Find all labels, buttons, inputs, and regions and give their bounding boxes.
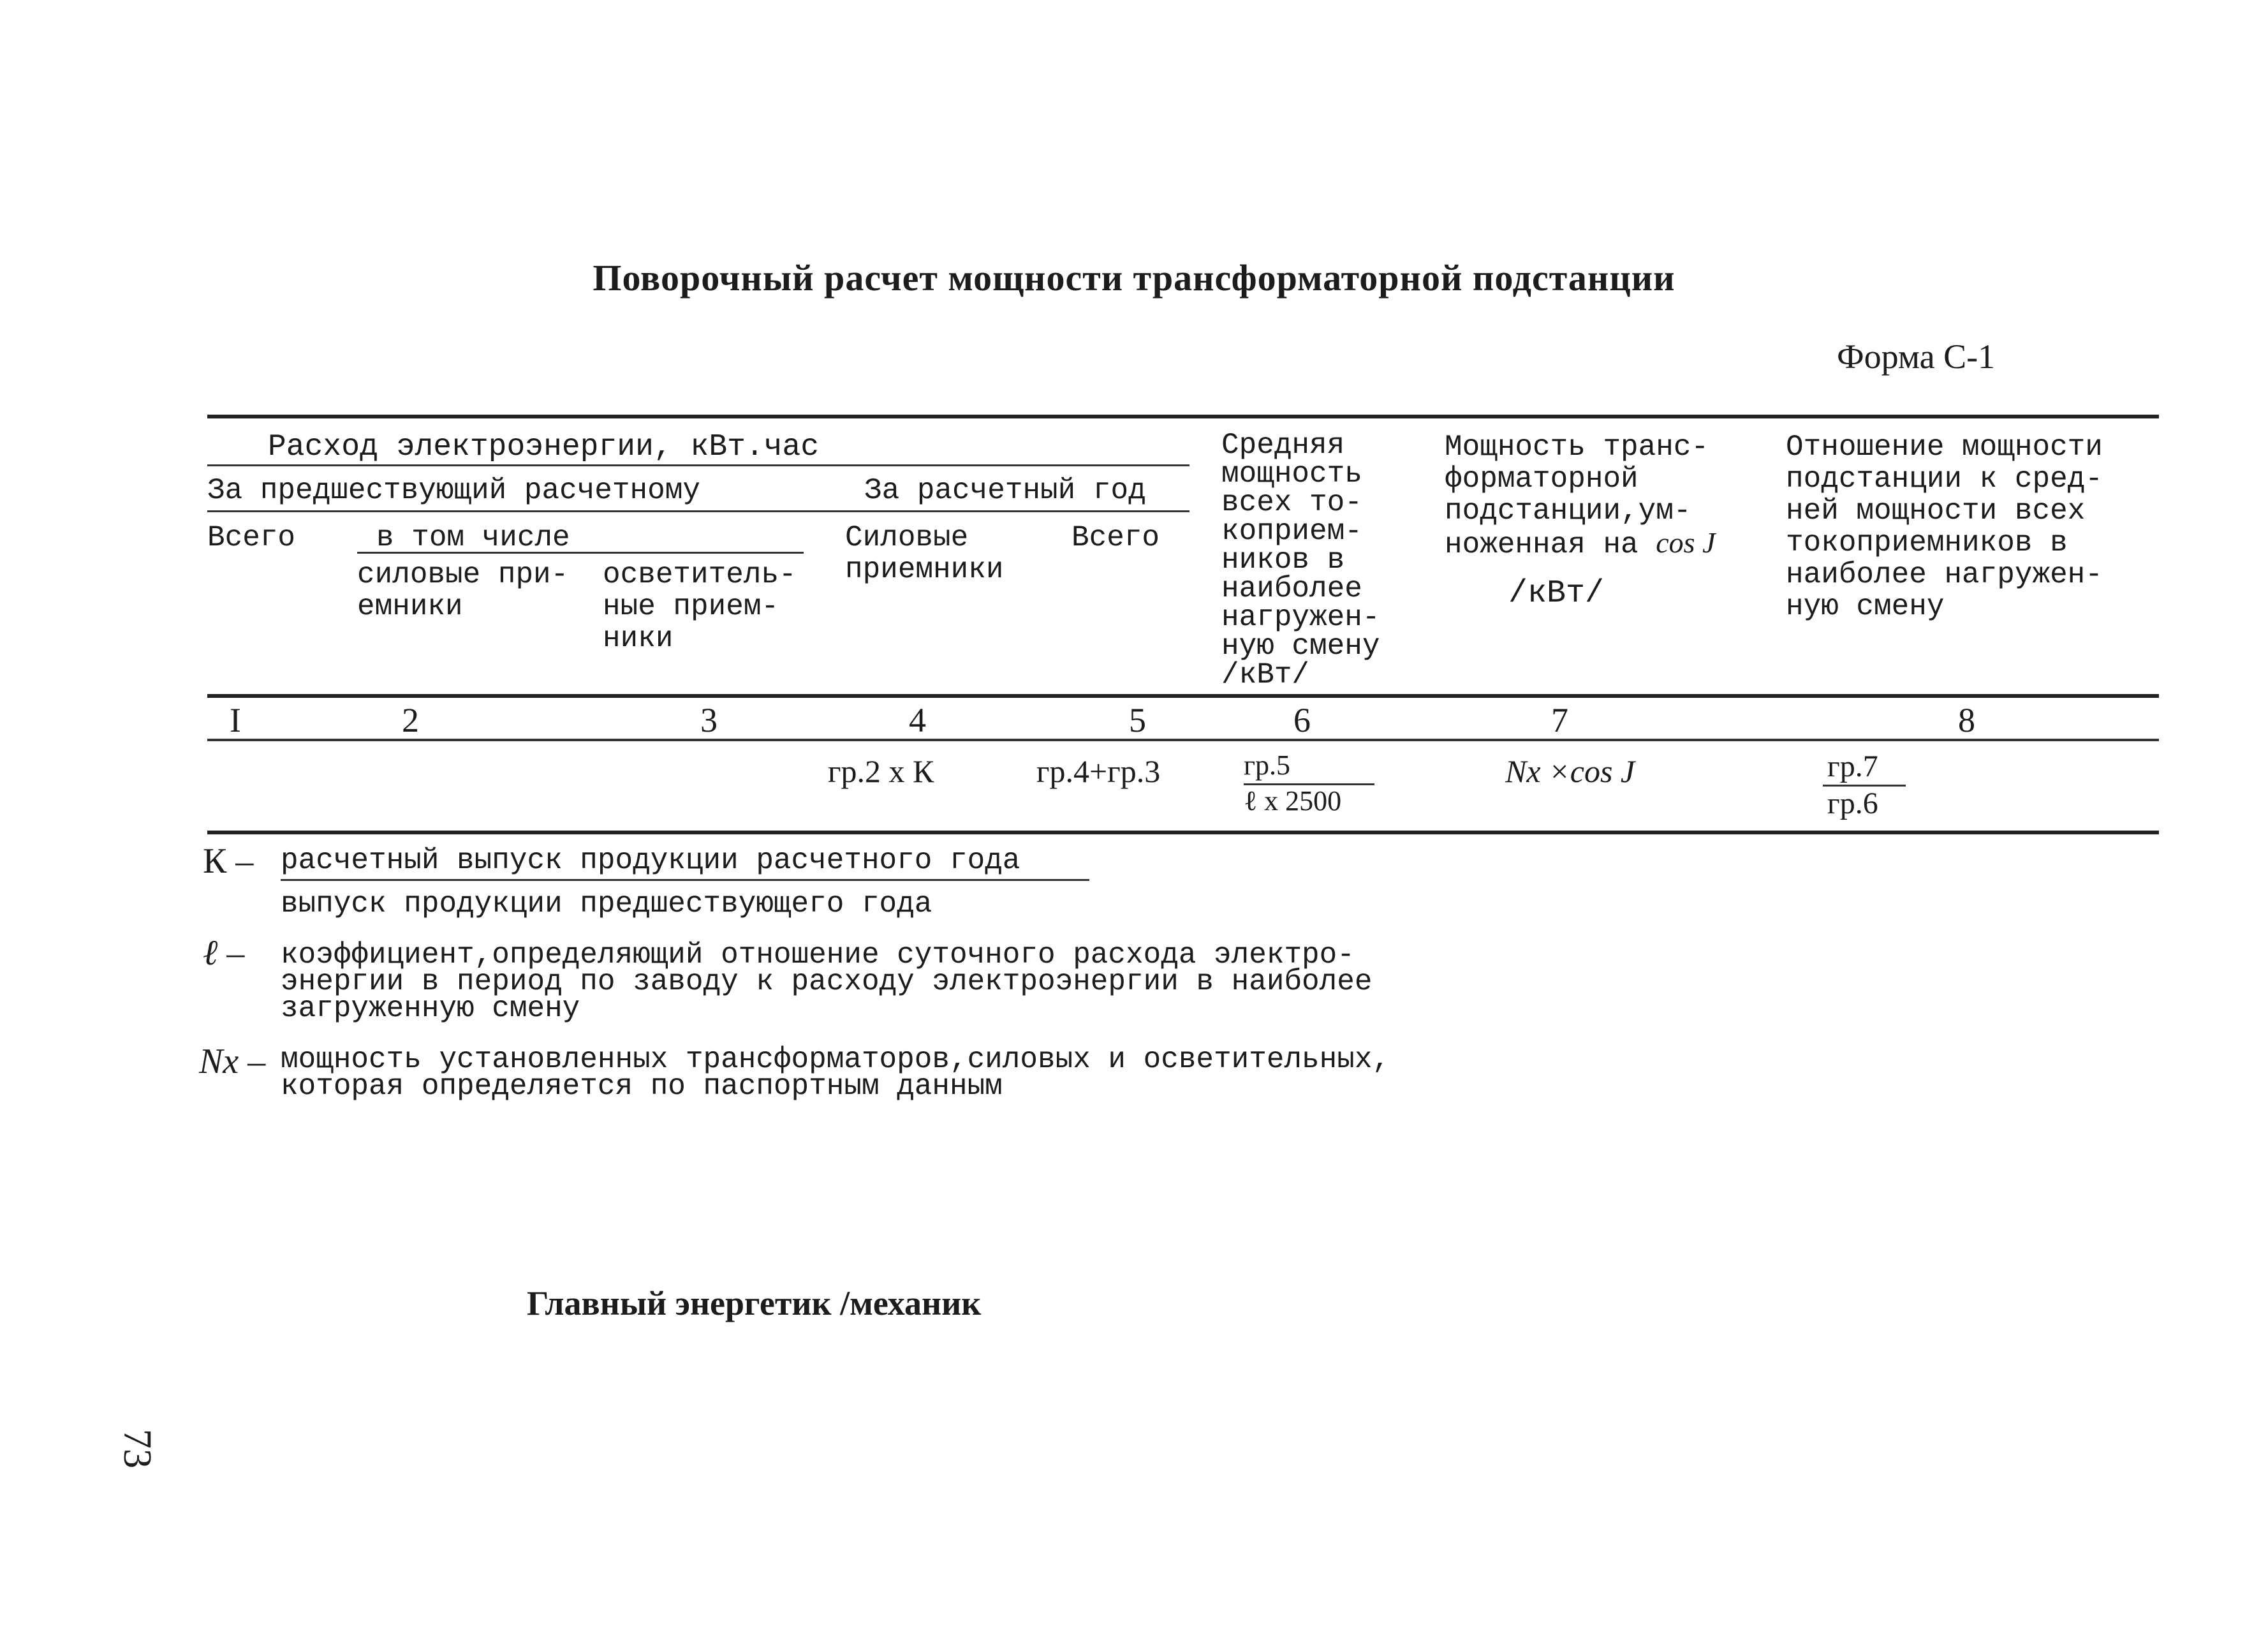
col5-header: Всего [1071, 521, 1160, 554]
col-number-6: 6 [1293, 701, 1311, 739]
note-l-key: ℓ – [203, 933, 245, 973]
col2-header: силовые при- емники [357, 558, 569, 623]
col-number-3: 3 [700, 701, 718, 739]
formula-col4: гр.2 х К [828, 753, 934, 789]
formula-col6-denominator: ℓ х 2500 [1244, 785, 1342, 817]
subgroup-header-right: За расчетный год [864, 474, 1146, 507]
group-header: Расход электроэнергии, кВт.час [268, 430, 820, 464]
subgroup-header-underline [207, 510, 1189, 512]
col7-header-main: Мощность транс- форматорной подстанции,ум- ноженная на [1445, 431, 1709, 561]
note-nx-key: Nx – [199, 1042, 266, 1081]
note-k-denominator: выпуск продукции предшествующего года [281, 887, 932, 920]
note-k-fraction-bar [281, 879, 1089, 881]
formula-col8-denominator: гр.6 [1827, 787, 1878, 820]
col-number-4: 4 [909, 701, 926, 739]
col7-cos: cos J [1656, 526, 1716, 559]
col-number-7: 7 [1551, 701, 1568, 739]
page-number: 73 [115, 1429, 159, 1468]
page-title: Поворочный расчет мощности трансформаторной подстанции [593, 257, 1675, 299]
header-bottom-rule [207, 694, 2159, 698]
group-header-underline [207, 464, 1189, 466]
col8-header: Отношение мощности подстанции к сред- ней мощности всех токоприемников в наиболее нагружен- ную смену [1786, 431, 2103, 623]
col1-header: Всего [207, 521, 296, 554]
subgroup-header-left: За предшествующий расчетному [207, 474, 700, 507]
col6-header: Средняя мощность всех то- коприем- ников в наиболее нагружен- ную смену /кВт/ [1221, 429, 1380, 691]
note-k-numerator: расчетный выпуск продукции расчетного года [281, 844, 1020, 877]
formula-col6-numerator: гр.5 [1244, 750, 1291, 781]
table-top-rule [207, 415, 2159, 418]
col-number-2: 2 [402, 701, 419, 739]
col7-unit: /кВт/ [1508, 575, 1605, 612]
signature-line: Главный энергетик /механик [527, 1284, 982, 1322]
col-number-8: 8 [1958, 701, 1975, 739]
table-bottom-rule [207, 831, 2159, 834]
formula-col8-numerator: гр.7 [1827, 750, 1878, 783]
formula-col7: Nx ×cos J [1505, 753, 1635, 789]
numbers-bottom-rule [207, 739, 2159, 741]
note-nx-text: мощность установленных трансформаторов,силовых и осветительных, которая определяется по паспортным данным [281, 1043, 1390, 1103]
col-number-1: I [230, 701, 241, 739]
col-number-5: 5 [1129, 701, 1146, 739]
note-l-text: коэффициент,определяющий отношение суточного расхода электро- энергии в период по заводу к расходу электроэнергии в наиболее загруженную смену [281, 938, 1373, 1025]
note-k-key: К – [203, 841, 254, 881]
col7-header [1445, 431, 1716, 561]
col4-header: Силовые приемники [845, 521, 1004, 586]
form-label: Форма С-1 [1837, 337, 1996, 376]
formula-col5: гр.4+гр.3 [1036, 753, 1161, 789]
col3-header: осветитель- ные прием- ники [603, 558, 797, 655]
col-in-that-header: в том числе [376, 521, 570, 554]
